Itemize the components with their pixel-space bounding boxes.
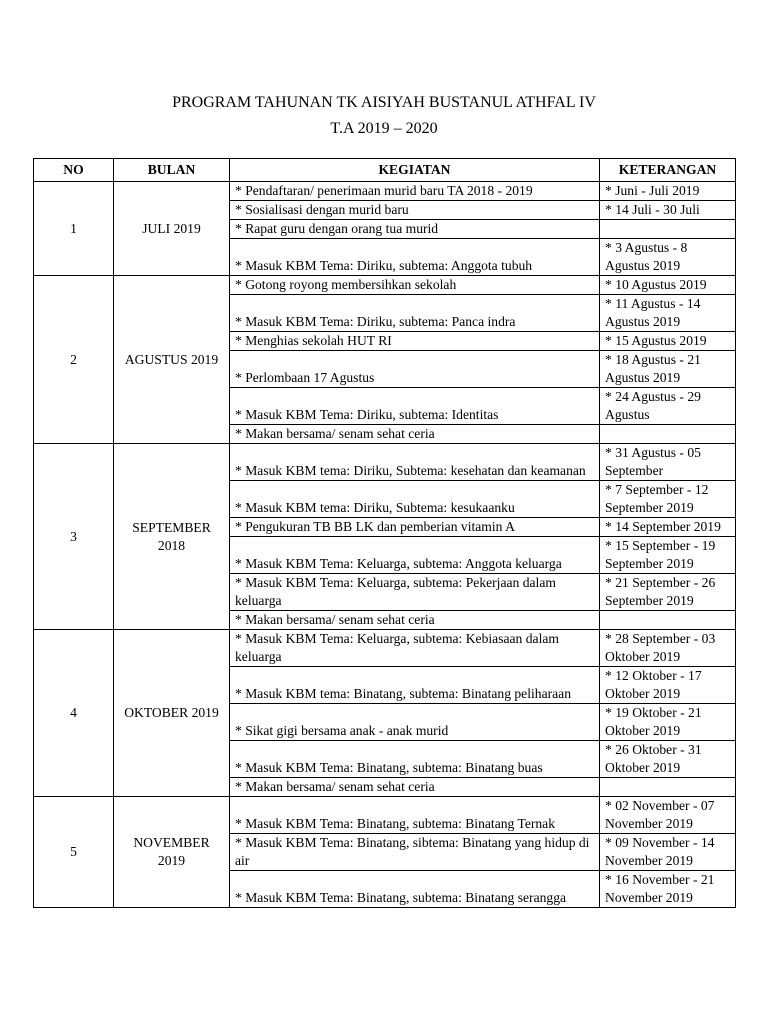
note-cell bbox=[600, 778, 736, 797]
program-table bbox=[33, 158, 736, 908]
header-no: NO bbox=[34, 159, 114, 182]
note-cell bbox=[600, 425, 736, 444]
activity-cell: * Sikat gigi bersama anak - anak murid bbox=[230, 704, 600, 741]
activity-cell: * Makan bersama/ senam sehat ceria bbox=[230, 611, 600, 630]
note-cell: * 7 September - 12 September 2019 bbox=[600, 481, 736, 518]
document-title: PROGRAM TAHUNAN TK AISIYAH BUSTANUL ATHFAL IV bbox=[172, 94, 596, 111]
note-cell: * 24 Agustus - 29 Agustus bbox=[600, 388, 736, 425]
note-cell: * 31 Agustus - 05 September bbox=[600, 444, 736, 481]
table-row bbox=[34, 182, 736, 201]
activity-cell: * Masuk KBM Tema: Keluarga, subtema: Pekerjaan dalam keluarga bbox=[230, 574, 600, 611]
note-cell: * 26 Oktober - 31 Oktober 2019 bbox=[600, 741, 736, 778]
note-cell: * 15 Agustus 2019 bbox=[600, 332, 736, 351]
activity-cell: * Masuk KBM Tema: Binatang, subtema: Binatang serangga bbox=[230, 871, 600, 908]
activity-cell: * Pendaftaran/ penerimaan murid baru TA 2018 - 2019 bbox=[230, 182, 600, 201]
row-number: 4 bbox=[34, 630, 114, 797]
note-cell: * 28 September - 03 Oktober 2019 bbox=[600, 630, 736, 667]
note-cell: * 14 September 2019 bbox=[600, 518, 736, 537]
activity-cell: * Sosialisasi dengan murid baru bbox=[230, 201, 600, 220]
activity-cell: * Masuk KBM Tema: Diriku, subtema: Panca indra bbox=[230, 295, 600, 332]
document-subtitle: T.A 2019 – 2020 bbox=[330, 120, 438, 137]
note-cell: * 16 November - 21 November 2019 bbox=[600, 871, 736, 908]
activity-cell: * Makan bersama/ senam sehat ceria bbox=[230, 778, 600, 797]
row-number: 2 bbox=[34, 276, 114, 444]
activity-cell: * Masuk KBM Tema: Diriku, subtema: Anggota tubuh bbox=[230, 239, 600, 276]
note-cell: * 14 Juli - 30 Juli bbox=[600, 201, 736, 220]
table-row bbox=[34, 797, 736, 834]
table-row bbox=[34, 630, 736, 667]
row-number: 3 bbox=[34, 444, 114, 630]
note-cell bbox=[600, 611, 736, 630]
note-cell: * 21 September - 26 September 2019 bbox=[600, 574, 736, 611]
activity-cell: * Rapat guru dengan orang tua murid bbox=[230, 220, 600, 239]
activity-cell: * Masuk KBM Tema: Binatang, subtema: Binatang Ternak bbox=[230, 797, 600, 834]
note-cell: * 3 Agustus - 8 Agustus 2019 bbox=[600, 239, 736, 276]
month-cell: OKTOBER 2019 bbox=[114, 630, 230, 797]
row-number: 5 bbox=[34, 797, 114, 908]
activity-cell: * Masuk KBM tema: Binatang, subtema: Binatang peliharaan bbox=[230, 667, 600, 704]
table-body bbox=[34, 182, 736, 908]
month-cell: AGUSTUS 2019 bbox=[114, 276, 230, 444]
activity-cell: * Menghias sekolah HUT RI bbox=[230, 332, 600, 351]
activity-cell: * Pengukuran TB BB LK dan pemberian vitamin A bbox=[230, 518, 600, 537]
month-cell: JULI 2019 bbox=[114, 182, 230, 276]
activity-cell: * Masuk KBM Tema: Keluarga, subtema: Anggota keluarga bbox=[230, 537, 600, 574]
activity-cell: * Makan bersama/ senam sehat ceria bbox=[230, 425, 600, 444]
row-number: 1 bbox=[34, 182, 114, 276]
activity-cell: * Perlombaan 17 Agustus bbox=[230, 351, 600, 388]
note-cell: * 15 September - 19 September 2019 bbox=[600, 537, 736, 574]
activity-cell: * Gotong royong membersihkan sekolah bbox=[230, 276, 600, 295]
table-row bbox=[34, 276, 736, 295]
note-cell: * 11 Agustus - 14 Agustus 2019 bbox=[600, 295, 736, 332]
activity-cell: * Masuk KBM Tema: Binatang, subtema: Binatang buas bbox=[230, 741, 600, 778]
month-cell: SEPTEMBER 2018 bbox=[114, 444, 230, 630]
table-header-row bbox=[34, 159, 736, 182]
note-cell: * 10 Agustus 2019 bbox=[600, 276, 736, 295]
header-kegiatan: KEGIATAN bbox=[230, 159, 600, 182]
month-cell: NOVEMBER 2019 bbox=[114, 797, 230, 908]
header-bulan: BULAN bbox=[114, 159, 230, 182]
activity-cell: * Masuk KBM Tema: Keluarga, subtema: Kebiasaan dalam keluarga bbox=[230, 630, 600, 667]
activity-cell: * Masuk KBM Tema: Binatang, sibtema: Binatang yang hidup di air bbox=[230, 834, 600, 871]
note-cell bbox=[600, 220, 736, 239]
header-keterangan: KETERANGAN bbox=[600, 159, 736, 182]
note-cell: * Juni - Juli 2019 bbox=[600, 182, 736, 201]
note-cell: * 09 November - 14 November 2019 bbox=[600, 834, 736, 871]
note-cell: * 19 Oktober - 21 Oktober 2019 bbox=[600, 704, 736, 741]
table-row bbox=[34, 444, 736, 481]
activity-cell: * Masuk KBM Tema: Diriku, subtema: Identitas bbox=[230, 388, 600, 425]
note-cell: * 02 November - 07 November 2019 bbox=[600, 797, 736, 834]
activity-cell: * Masuk KBM tema: Diriku, Subtema: kesehatan dan keamanan bbox=[230, 444, 600, 481]
note-cell: * 12 Oktober - 17 Oktober 2019 bbox=[600, 667, 736, 704]
activity-cell: * Masuk KBM tema: Diriku, Subtema: kesukaanku bbox=[230, 481, 600, 518]
note-cell: * 18 Agustus - 21 Agustus 2019 bbox=[600, 351, 736, 388]
